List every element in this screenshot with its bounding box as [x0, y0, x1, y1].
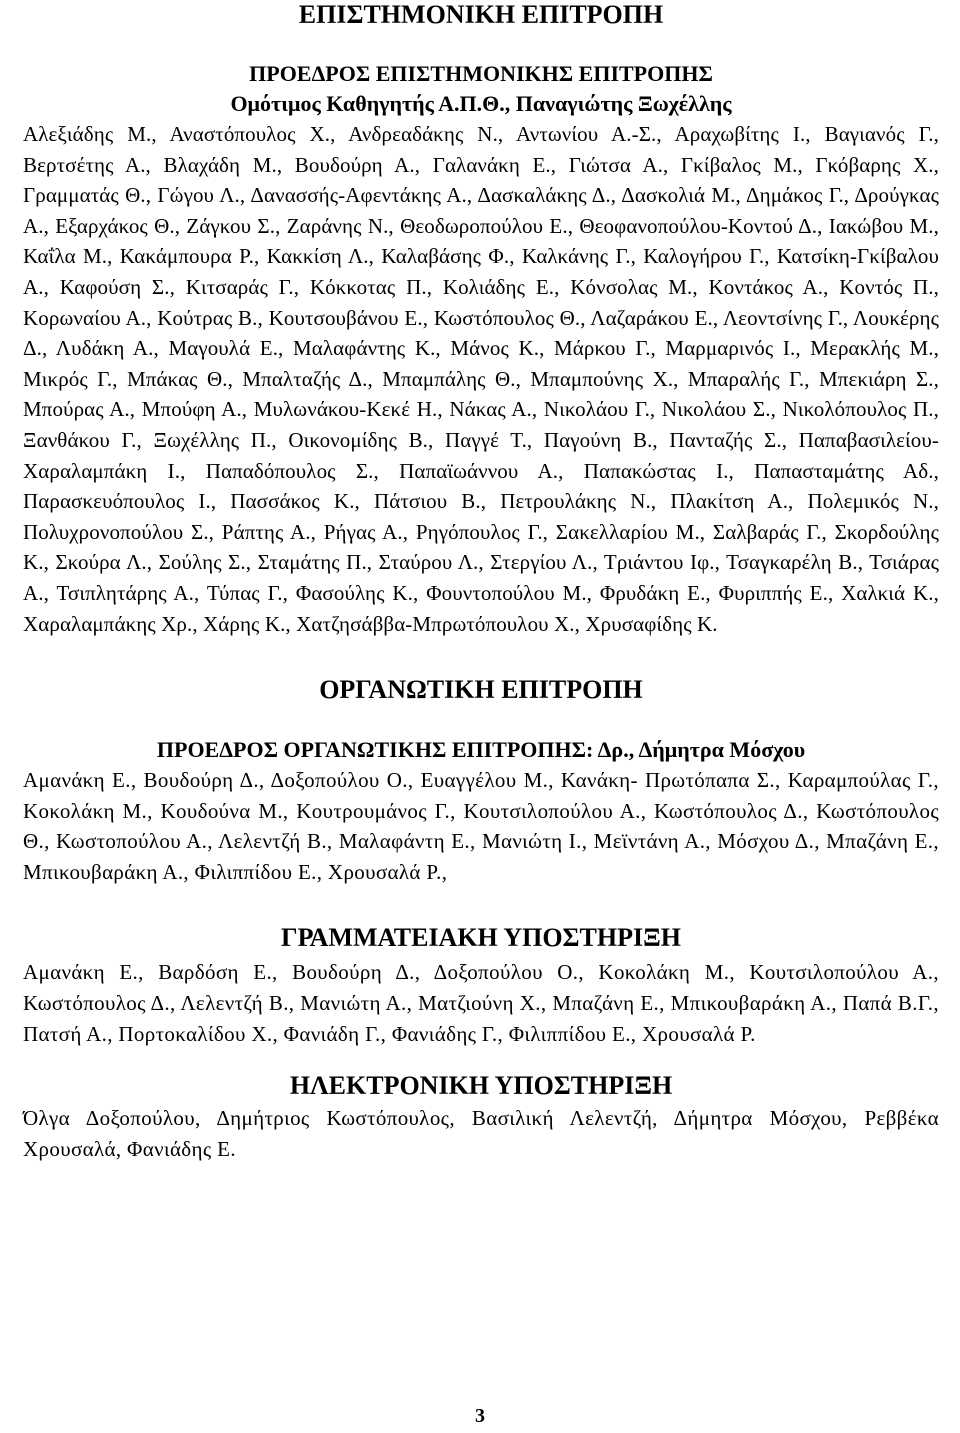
scientific-committee-members: Αλεξιάδης Μ., Αναστόπουλος Χ., Ανδρεαδάκης Ν., Αντωνίου Α.-Σ., Αραχωβίτης Ι., Βαγιανός Γ., Βερτσέτης Α., Βλαχάδη Μ., Βουδούρη Α., Γαλανάκη Ε., Γιώτσα Α., Γκίβαλος Μ., Γκόβαρης Χ., Γραμματάς Θ., Γώγου Λ., Δανασσής-Αφεντάκης Α., Δασκαλάκης Δ., Δασκολιά Μ., Δημάκος Γ., Δρούγκας Α., Εξαρχάκος Θ., Ζάγκου Σ., Ζαράνης Ν., Θεοδωροπούλου Ε., Θεοφανοπούλου-Κοντού Δ., Ιακώβου Μ., Καΐλα Μ., Κακάμπουρα Ρ., Κακκίση Λ., Καλαβάσης Φ., Καλκάνης Γ., Καλογήρου Γ., Κατσίκη-Γκίβαλου Α., Καφούση Σ., Κιτσαράς Γ., Κόκκοτας Π., Κολιάδης Ε., Κόνσολας Μ., Κοντάκος Α., Κοντός Π., Κορωναίου Α., Κούτρας Β., Κουτσουβάνου Ε., Κωστόπουλος Θ., Λαζαράκου Ε., Λεοντσίνης Γ., Λουκέρης Δ., Λυδάκη Α., Μαγουλά Ε., Μαλαφάντης Κ., Μάνος Κ., Μάρκου Γ., Μαρμαρινός Ι., Μερακλής Μ., Μικρός Γ., Μπάκας Θ., Μπαλταζής Δ., Μπαμπάλης Θ., Μπαμπούνης Χ., Μπαραλής Γ., Μπεκιάρη Σ., Μπούρας Α., Μπούφη Α., Μυλωνάκου-Κεκέ Η., Νάκας Α., Νικολάου Γ., Νικολάου Σ., Νικολόπουλος Π., Ξανθάκου Γ., Ξωχέλλης Π., Οικονομίδης Β., Παγγέ Τ., Παγούνη Β., Πανταζής Σ., Παπαβασιλείου-Χαραλαμπάκη Ι., Παπαδόπουλος Σ., Παπαϊωάννου Α., Παπακώστας Ι., Παπασταμάτης Αδ., Παρασκευόπουλος Ι., Πασσάκος Κ., Πάτσιου Β., Πετρουλάκης Ν., Πλακίτση Α., Πολεμικός Ν., Πολυχρονοπούλου Σ., Ράπτης Α., Ρήγας Α., Ρηγόπουλος Γ., Σακελλαρίου Μ., Σαλβαράς Γ., Σκορδούλης Κ., Σκούρα Λ., Σούλης Σ., Σταμάτης Π., Σταύρου Λ., Στεργίου Λ., Τριάντου Ιφ., Τσαγκαρέλη Β., Τσιάρας Α., Τσιπλητάρης Α., Τύπας Γ., Φασούλης Κ., Φουντοπούλου Μ., Φρυδάκη Ε., Φυριππής Ε., Χαλκιά Κ., Χαραλαμπάκης Χρ., Χάρης Κ., Χατζησάββα-Μπρωτόπουλου Χ., Χρυσαφίδης Κ.	[23, 122, 939, 636]
electronic-support-title: ΗΛΕΚΤΡΟΝΙΚΗ ΥΠΟΣΤΗΡΙΞΗ	[289, 1071, 673, 1101]
scientific-president-heading: ΠΡΟΕΔΡΟΣ ΕΠΙΣΤΗΜΟΝΙΚΗΣ ΕΠΙΤΡΟΠΗΣ	[249, 61, 713, 86]
page-content	[23, 0, 939, 1164]
page-number: 3	[475, 1405, 485, 1427]
organizing-president-heading: ΠΡΟΕΔΡΟΣ ΟΡΓΑΝΩΤΙΚΗΣ ΕΠΙΤΡΟΠΗΣ: Δρ., Δήμητρα Μόσχου	[156, 737, 806, 763]
scientific-committee-title: ΕΠΙΣΤΗΜΟΝΙΚΗ ΕΠΙΤΡΟΠΗ	[298, 0, 664, 29]
organizing-committee-members: Αμανάκη Ε., Βουδούρη Δ., Δοξοπούλου Ο., Ευαγγέλου Μ., Κανάκη- Πρωτόπαπα Σ., Καραμπούλας Γ., Κοκολάκη Μ., Κουδούνα Μ., Κουτρουμάνος Γ., Κουτσιλοπούλου Α., Κωστόπουλος Δ., Κωστόπουλος Θ., Κωστοπούλου Α., Λελεντζή Β., Μαλαφάντη Ε., Μανιώτη Ι., Μεϊντάνη Α., Μόσχου Δ., Μπαζάνη Ε., Μπικουβαράκη Α., Φιλιππίδου Ε., Χρουσαλά Ρ.,	[23, 768, 939, 884]
organizing-committee-title: ΟΡΓΑΝΩΤΙΚΗ ΕΠΙΤΡΟΠΗ	[319, 675, 643, 705]
secretarial-support-title: ΓΡΑΜΜΑΤΕΙΑΚΗ ΥΠΟΣΤΗΡΙΞΗ	[281, 923, 681, 953]
scientific-president-name: Ομότιμος Καθηγητής Α.Π.Θ., Παναγιώτης Ξωχέλλης	[230, 91, 732, 116]
electronic-support-members: Όλγα Δοξοπούλου, Δημήτριος Κωστόπουλος, Βασιλική Λελεντζή, Δήμητρα Μόσχου, Ρεββέκα Χρουσαλά, Φανιάδης Ε.	[23, 1106, 939, 1161]
secretarial-support-members: Αμανάκη Ε., Βαρδόση Ε., Βουδούρη Δ., Δοξοπούλου Ο., Κοκολάκη Μ., Κουτσιλοπούλου Α., Κωστόπουλος Δ., Λελεντζή Β., Μανιώτη Α., Ματζιούνη Χ., Μπαζάνη Ε., Μπικουβαράκη Α., Παπά Β.Γ., Πατσή Α., Πορτοκαλίδου Χ., Φανιάδη Γ., Φανιάδης Γ., Φιλιππίδου Ε., Χρουσαλά Ρ.	[23, 960, 939, 1046]
